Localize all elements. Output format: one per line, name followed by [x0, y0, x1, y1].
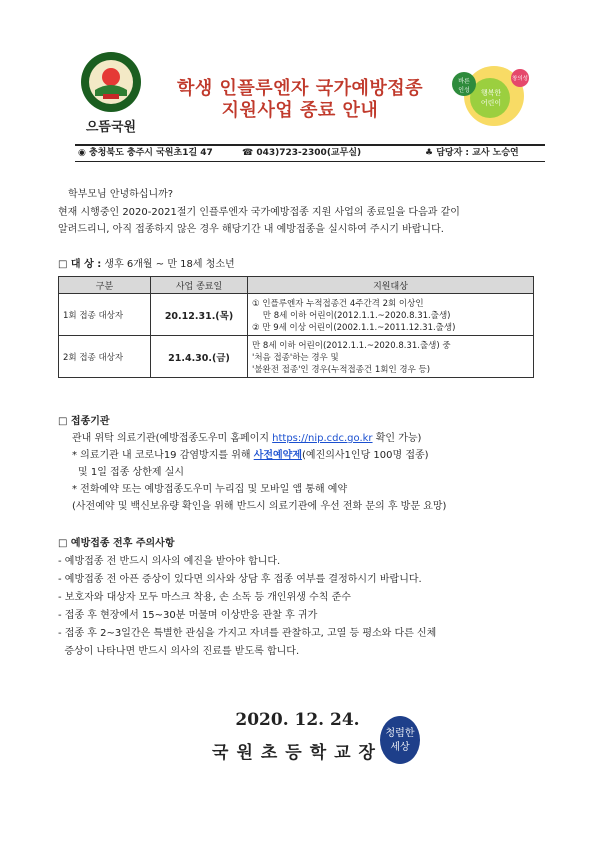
- row-end: 20.12.31.(목): [151, 294, 248, 336]
- manager: ♣ 담당자 : 교사 노승연: [425, 148, 519, 158]
- document-date: 2020. 12. 24.: [235, 710, 360, 730]
- agency-line-5: (사전예약 및 백신보유량 확인을 위해 반드시 의료기관에 우선 전화 문의 후 방문 요망): [72, 501, 447, 512]
- title-line-1: 학생 인플루엔자 국가예방접종: [176, 78, 424, 99]
- header-end: 사업 종료일: [151, 277, 248, 294]
- divider-bottom: [75, 161, 545, 162]
- agency-line-2: [72, 449, 429, 463]
- agency-line-3: 및 1일 접종 상한제 실시: [78, 467, 185, 478]
- intro-line-2: 알려드리니, 아직 접종하지 않은 경우 해당기간 내 예방접종을 실시하여 주시기 바랍니다.: [58, 224, 444, 235]
- agency-text: 확인 가능): [372, 433, 422, 444]
- integrity-stamp: [376, 712, 424, 766]
- svg-text:세상: 세상: [390, 742, 410, 753]
- target-line: [58, 258, 235, 272]
- row-type: 2회 접종 대상자: [59, 336, 151, 378]
- page-title: [150, 78, 450, 122]
- address: ◉ 충청북도 충주시 국원초1길 47: [78, 148, 213, 158]
- row-target-line: '불완전 접종'인 경우(누적접종건 1회인 경우 등): [252, 364, 431, 375]
- table-row: [59, 336, 534, 378]
- svg-text:청렴한: 청렴한: [385, 728, 415, 739]
- agency-line-4: * 전화예약 또는 예방접종도우미 누리집 및 모바일 앱 통해 예약: [72, 484, 348, 495]
- row-target-line: ② 만 9세 이상 어린이(2002.1.1.~2011.12.31.출생): [252, 322, 456, 333]
- caution-item: - 예방접종 전 아픈 증상이 있다면 의사와 상담 후 접종 여부를 결정하시기 바랍니다.: [58, 574, 422, 585]
- greeting: 학부모님 안녕하십니까?: [68, 189, 174, 200]
- row-target-line: 만 8세 이하 어린이(2012.1.1.~2020.8.31.출생): [252, 310, 451, 321]
- row-target-line: 만 8세 이하 어린이(2012.1.1.~2020.8.31.출생) 중: [252, 340, 451, 351]
- caution-item: - 보호자와 대상자 모두 마스크 착용, 손 소독 등 개인위생 수칙 준수: [58, 592, 351, 603]
- principal-signature: 국원초등학교장: [212, 743, 383, 763]
- agency-text: * 의료기관 내 코로나19 감염방지를 위해: [72, 450, 254, 461]
- motto-3: 창의성: [512, 76, 528, 82]
- support-table: [58, 276, 534, 378]
- header-type: 구분: [59, 277, 151, 294]
- phone: ☎ 043)723-2300(교무실): [242, 148, 362, 158]
- agency-text: 관내 위탁 의료기관(예방접종도우미 홈페이지: [72, 433, 273, 444]
- header-target: 지원대상: [248, 277, 534, 294]
- row-end: 21.4.30.(금): [151, 336, 248, 378]
- target-label: □ 대 상 :: [58, 259, 102, 270]
- nip-link[interactable]: https://nip.cdc.go.kr: [272, 433, 373, 444]
- caution-item: - 예방접종 전 반드시 의사의 예진을 받아야 합니다.: [58, 556, 281, 567]
- motto-1: 바른 인성: [458, 78, 470, 94]
- agency-title: □ 접종기관: [58, 416, 110, 427]
- school-logo: [75, 50, 147, 140]
- title-line-2: 지원사업 종료 안내: [221, 100, 379, 121]
- table-header-row: [59, 277, 534, 294]
- table-row: [59, 294, 534, 336]
- caution-item: 증상이 나타나면 반드시 의사의 진료를 받도록 합니다.: [58, 646, 300, 657]
- caution-item: - 접종 후 현장에서 15~30분 머물며 이상반응 관찰 후 귀가: [58, 610, 318, 621]
- caution-item: - 접종 후 2~3일간은 특별한 관심을 가지고 자녀를 관찰하고, 고열 등 평소와 다른 신체: [58, 628, 437, 639]
- row-target-line: ① 인플루엔자 누적접종건 4주간격 2회 이상인: [252, 298, 424, 309]
- target-value: 생후 6개월 ~ 만 18세 청소년: [104, 259, 235, 270]
- row-target: [248, 336, 534, 378]
- reservation-emph: 사전예약제: [253, 450, 303, 461]
- school-logo-label: 으뜸국원: [85, 120, 137, 135]
- agency-text: (예진의사1인당 100명 접종): [302, 450, 429, 461]
- agency-line-1: [72, 432, 421, 446]
- intro-line-1: 현재 시행중인 2020-2021절기 인플루엔자 국가예방접종 지원 사업의 종료일을 다음과 같이: [58, 207, 460, 218]
- motto-2: 행복한 어린이: [480, 89, 502, 107]
- row-target-line: '처음 접종'하는 경우 및: [252, 352, 339, 363]
- caution-title: □ 예방접종 전후 주의사항: [58, 538, 175, 549]
- row-type: 1회 접종 대상자: [59, 294, 151, 336]
- motto-logo: [450, 58, 530, 130]
- row-target: [248, 294, 534, 336]
